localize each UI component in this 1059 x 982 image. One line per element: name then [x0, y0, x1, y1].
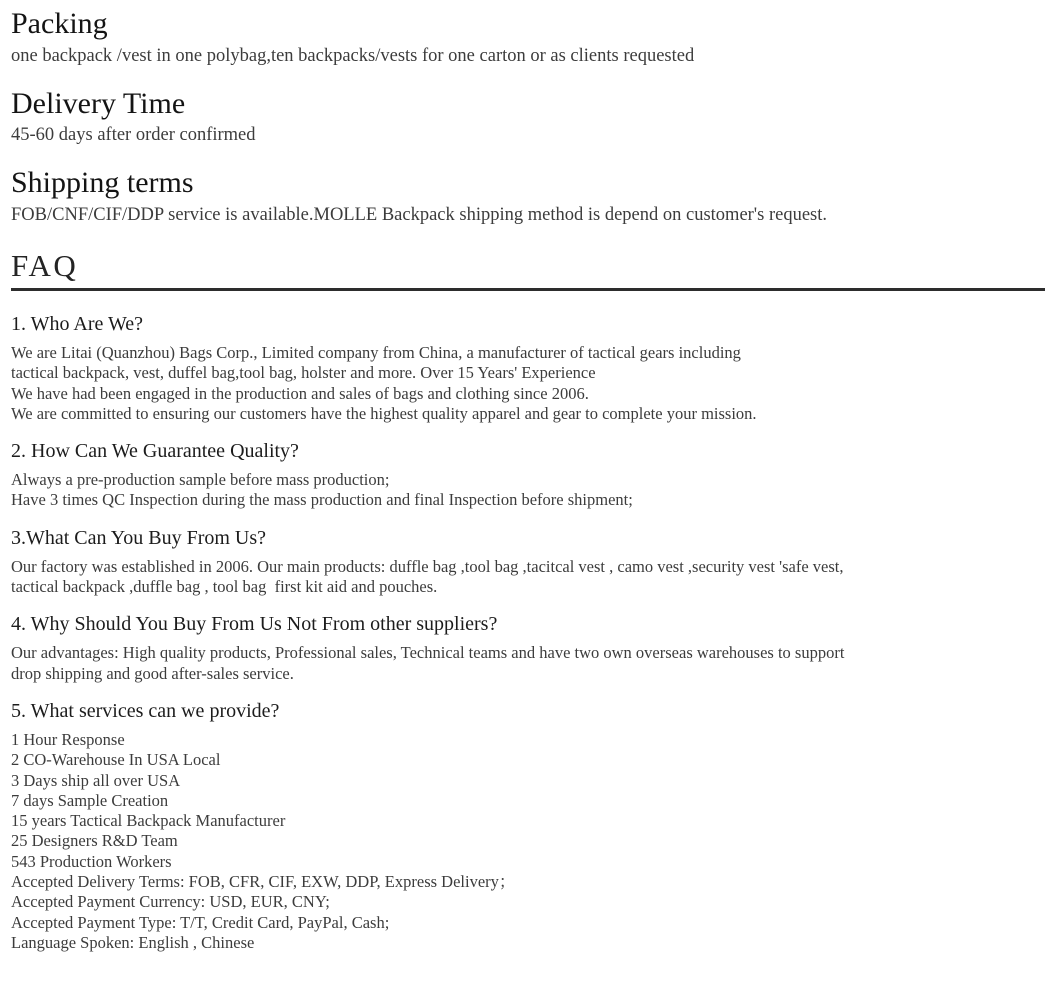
packing-text: one backpack /vest in one polybag,ten backpacks/vests for one carton or as clients requested	[11, 45, 695, 66]
faq-answer-line: Have 3 times QC Inspection during the mass production and final Inspection before shipment;	[11, 490, 633, 510]
delivery-time-text: 45-60 days after order confirmed	[11, 125, 256, 146]
faq-answer-line: Accepted Delivery Terms: FOB, CFR, CIF, EXW, DDP, Express Delivery；	[11, 872, 516, 892]
faq-answer-line: Accepted Payment Currency: USD, EUR, CNY;	[11, 892, 330, 912]
faq-divider	[11, 288, 1045, 291]
faq-item-2	[11, 439, 1049, 511]
packing-heading: Packing	[11, 7, 108, 40]
faq-answer-line: 543 Production Workers	[11, 851, 172, 871]
faq-answer-line: Our advantages: High quality products, Professional sales, Technical teams and have two own overseas warehouses to support	[11, 643, 845, 663]
faq-answer-line: 25 Designers R&D Team	[11, 831, 178, 851]
faq-answer-line: Always a pre-production sample before mass production;	[11, 470, 390, 490]
faq-item-5	[11, 699, 1049, 953]
faq-question-2: 2. How Can We Guarantee Quality?	[11, 440, 299, 463]
section-delivery-time	[11, 87, 1049, 148]
section-packing	[11, 7, 1049, 68]
faq-answer-line: tactical backpack ,duffle bag , tool bag first kit aid and pouches.	[11, 577, 438, 597]
faq-answer-line: Language Spoken: English , Chinese	[11, 932, 255, 952]
delivery-time-heading: Delivery Time	[11, 86, 186, 120]
faq-answer-line: 2 CO-Warehouse In USA Local	[11, 750, 221, 770]
faq-question-3: 3.What Can You Buy From Us?	[11, 526, 267, 549]
faq-answer-line: Accepted Payment Type: T/T, Credit Card, PayPal, Cash;	[11, 912, 390, 932]
faq-answer-line: 1 Hour Response	[11, 729, 125, 749]
faq-answer-line: tactical backpack, vest, duffel bag,tool bag, holster and more. Over 15 Years' Experience	[11, 363, 596, 383]
faq-answer-line: 15 years Tactical Backpack Manufacturer	[11, 811, 286, 831]
faq-item-1	[11, 312, 1049, 424]
faq-question-5: 5. What services can we provide?	[11, 699, 280, 722]
faq-answer-line: We have had been engaged in the production and sales of bags and clothing since 2006.	[11, 383, 589, 403]
faq-question-1: 1. Who Are We?	[11, 312, 144, 335]
shipping-terms-heading: Shipping terms	[11, 166, 194, 200]
faq-question-4: 4. Why Should You Buy From Us Not From other suppliers?	[11, 613, 498, 636]
shipping-terms-text: FOB/CNF/CIF/DDP service is available.MOLLE Backpack shipping method is depend on customer's request.	[11, 204, 828, 225]
section-shipping-terms	[11, 166, 1049, 227]
faq-answer-line: 7 days Sample Creation	[11, 790, 169, 810]
faq-answer-line: Our factory was established in 2006. Our main products: duffle bag ,tool bag ,tacitcal vest , camo vest ,security vest 'safe vest,	[11, 556, 844, 576]
faq-answer-line: 3 Days ship all over USA	[11, 770, 181, 790]
faq-item-4	[11, 612, 1049, 684]
faq-answer-line: We are Litai (Quanzhou) Bags Corp., Limited company from China, a manufacturer of tactical gears including	[11, 342, 741, 362]
faq-answer-line: drop shipping and good after-sales service.	[11, 663, 294, 683]
faq-answer-line: We are committed to ensuring our customers have the highest quality apparel and gear to complete your mission.	[11, 403, 757, 423]
faq-item-3	[11, 526, 1049, 598]
faq-heading: FAQ	[11, 247, 79, 283]
